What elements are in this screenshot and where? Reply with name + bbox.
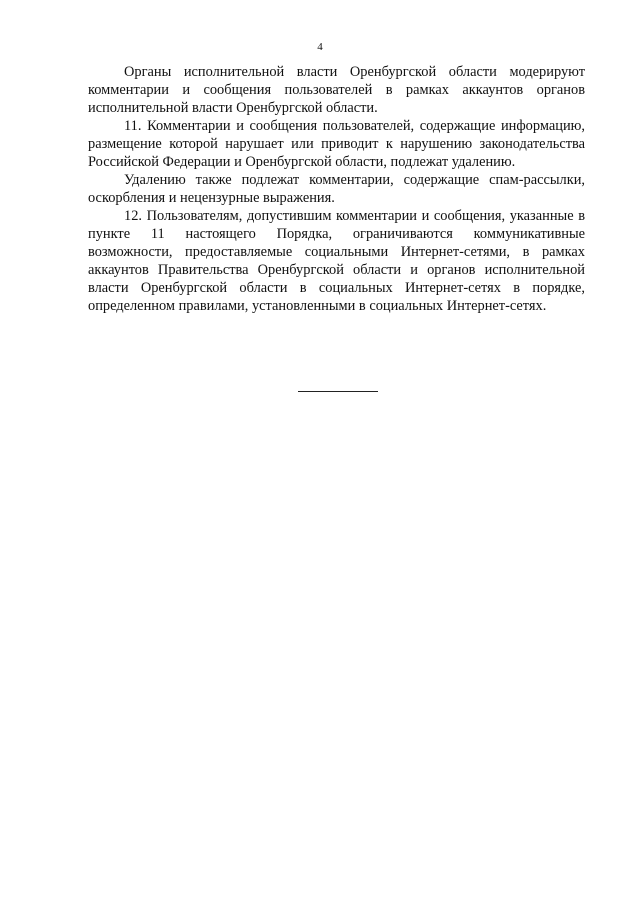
document-body <box>88 63 585 315</box>
end-of-document-rule <box>298 391 378 392</box>
paragraph-deletion-spam: Удалению также подлежат комментарии, содержащие спам-рассылки, оскорбления и нецензурные выражения. <box>88 172 585 206</box>
page-number: 4 <box>317 41 323 53</box>
paragraph-item-11: 11. Комментарии и сообщения пользователей, содержащие информацию, размещение которой нарушает или приводит к нарушению законодательства Российской Федерации и Оренбургской области, подлежат удалению. <box>88 118 585 170</box>
paragraph-moderation: Органы исполнительной власти Оренбургской области модерируют комментарии и сообщения пользователей в рамках аккаунтов органов исполнительной власти Оренбургской области. <box>88 64 585 116</box>
paragraph-item-12: 12. Пользователям, допустившим комментарии и сообщения, указанные в пункте 11 настоящего Порядка, ограничиваются коммуникативные возможности, предоставляемые социальными Интернет-сетями, в рамках аккаунтов Правительства Оренбургской области и органов исполнительной власти Оренбургской области в социальных Интернет-сетях в порядке, определенном правилами, установленными в социальных Интернет-сетях. <box>88 208 585 314</box>
